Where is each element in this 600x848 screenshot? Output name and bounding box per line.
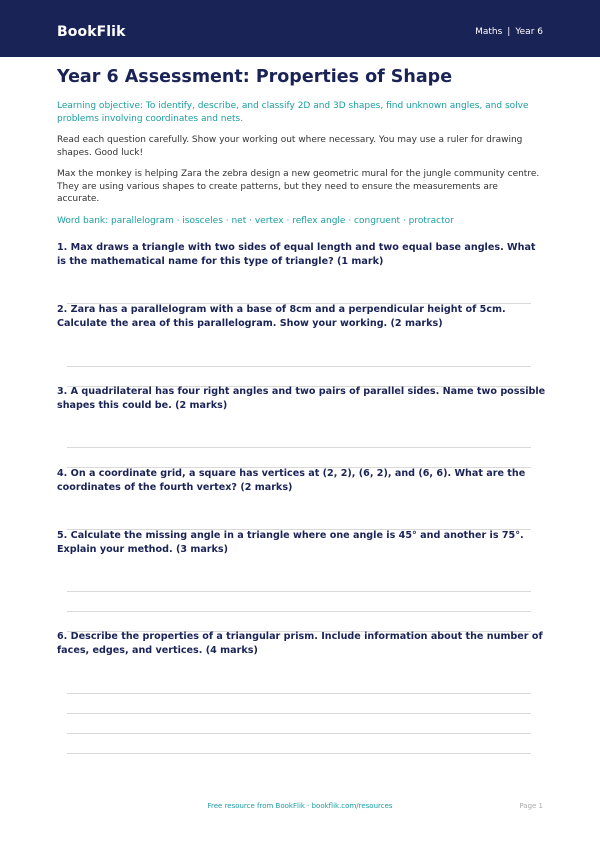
brand-logo[interactable]: BookFlik <box>57 24 126 40</box>
question-6: 6. Describe the properties of a triangular prism. Include information about the number of faces, edges, and vertices. (4 marks) <box>57 631 543 656</box>
answer-line[interactable] <box>67 591 531 592</box>
subject-label: Maths <box>475 27 503 37</box>
story-intro: Max the monkey is helping Zara the zebra design a new geometric mural for the jungle community centre. They are using various shapes to create patterns, but they need to ensure the measurements are accurate. <box>57 169 540 204</box>
header-meta <box>475 27 543 37</box>
question-5: 5. Calculate the missing angle in a triangle where one angle is 45° and another is 75°. Explain your method. (3 marks) <box>57 530 524 555</box>
answer-line[interactable] <box>67 733 531 734</box>
header-separator: | <box>507 27 511 37</box>
answer-line[interactable] <box>67 753 531 754</box>
word-bank: Word bank: parallelogram · isosceles · net · vertex · reflex angle · congruent · protractor <box>57 215 454 226</box>
header-bar <box>0 0 600 57</box>
answer-line[interactable] <box>67 693 531 694</box>
footer-credit[interactable]: Free resource from BookFlik · bookflik.com/resources <box>207 802 393 810</box>
question-4: 4. On a coordinate grid, a square has vertices at (2, 2), (6, 2), and (6, 6). What are the coordinates of the fourth vertex? (2 marks) <box>57 468 526 493</box>
page-number: Page 1 <box>519 802 543 810</box>
answer-line[interactable] <box>67 713 531 714</box>
question-3: 3. A quadrilateral has four right angles and two pairs of parallel sides. Name two possible shapes this could be. (2 marks) <box>57 386 546 411</box>
learning-objective: Learning objective: To identify, describe, and classify 2D and 3D shapes, find unknown angles, and solve problems involving coordinates and nets. <box>57 101 529 124</box>
intro-section <box>57 67 543 227</box>
question-2: 2. Zara has a parallelogram with a base of 8cm and a perpendicular height of 5cm. Calculate the area of this parallelogram. Show your working. (2 marks) <box>57 304 506 329</box>
page-title: Year 6 Assessment: Properties of Shape <box>57 67 453 87</box>
answer-line[interactable] <box>67 611 531 612</box>
answer-line[interactable] <box>67 447 531 448</box>
question-1: 1. Max draws a triangle with two sides of equal length and two equal base angles. What is the mathematical name for this type of triangle? (1 mark) <box>57 242 536 267</box>
answer-line[interactable] <box>67 366 531 367</box>
instructions: Read each question carefully. Show your working out where necessary. You may use a ruler for drawing shapes. Good luck! <box>57 135 523 158</box>
year-label: Year 6 <box>515 27 543 37</box>
